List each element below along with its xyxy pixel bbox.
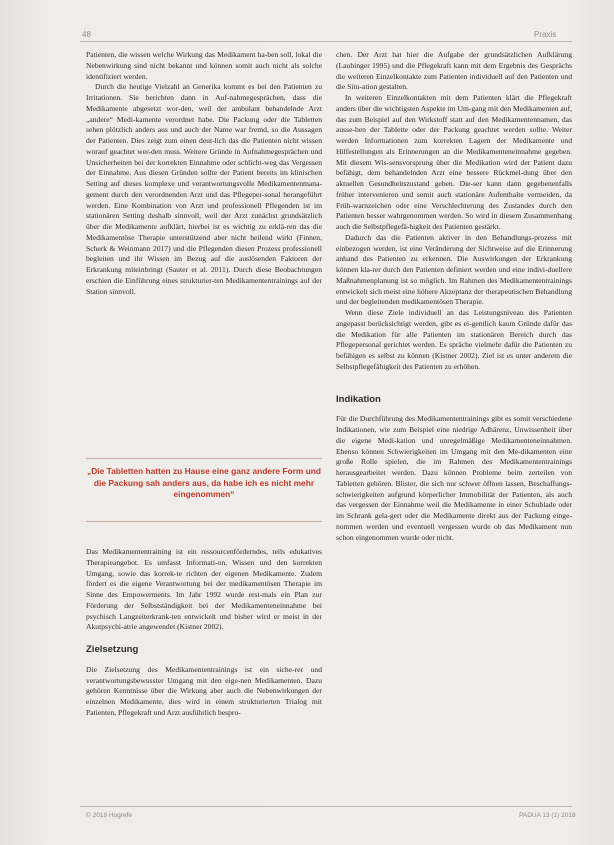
quote-rule-bottom (86, 521, 322, 522)
body-paragraph: Durch die heutige Vielzahl an Generika kommt es bei den Patienten zu Irritationen. Sie berichten dann in Auf-nahmegesprächen, dass die Medikamente abgesetzt wor-den, weil der ambulant behandelnde Arzt „andere“ Medi-kamente verordnet habe. Die Packung oder die Tabletten sehen plötzlich anders aus und auch der Name war fremd, so die Aussagen der Patienten. Dies zeigt zum einen deut-lich das die Patienten nicht wissen worauf geachtet wer-den muss. Weitere Gründe in Aufnahmegesprächen und Unsicherheiten bei der korrekten Einnahme oder schlicht-weg das Vergessen der Einnahme. Aus diesen Gründen sollte der Patient bereits im klinischen Setting auf dieses komplexe und verantwortungsvolle Medikamentenmana-gement durch den verordnenden Arzt und das Pflegeper-sonal herangeführt werden. Eine Kombination von Arzt und professionell Pflegenden ist im stationären Setting deshalb sinnvoll, weil der Arzt zunächst grundsätzlich über die Medikamente aufklärt, hierbei ist es wichtig zu erklä-ren das die Medikamentöse Therapie unterstützend aber nicht heilend wirkt (Finnen, Scherk & Weinmann 2017) und die Pflegenden diesen Prozess professionell begleiten und ihr Wissen im Bezug auf die auslösenden Faktoren der Erkrankung miteinbringt (Sauter et al. 2011). Durch diese Beobachtungen erschien die Einführung eines strukturier-ten Medikamententrainings auf der Station sinnvoll. (86, 82, 322, 296)
left-column-top (86, 50, 322, 297)
body-paragraph: chen. Der Arzt hat hier die Aufgabe der grundsätzlichen Aufklärung (Laubinger 1995) und die Pflegekraft kann mit dem Ergebnis des Gesprächs die weiteren Einzelkontakte zum Patienten individuell auf den Patienten und die Situ-ation gestalten. (336, 50, 572, 92)
body-paragraph: Dadurch das die Patienten aktiver in den Behandlungs-prozess mit einbezogen werden, ist eine Veränderung der Sichtweise auf die Erinnerung anhand des Patienten zu erkennen. Die Auswirkungen der Erkrankung können kla-rer durch den Patienten definiert werden und eine indivi-duellere Maßnahmenplanung ist so möglich. Im Rahmen des Medikamententrainings entwickelt sich meist eine höhere Akzeptanz der therapeutischen Behandlung und der begleitenden medikamentösen Therapie. (336, 232, 572, 307)
page-number: 48 (82, 30, 91, 39)
right-column (336, 50, 572, 543)
body-paragraph: Die Zielsetzung des Medikamententrainings ist ein siche-rer und verantwortungsbewusster Umgang mit den eige-nen Medikamenten. Dazu gehören Kenntnisse über die Wirkung aber auch die Nebenwirkungen der einzelnen Medikamente, dies wird in einem strukturierten Trialog mit Patienten, Pflegekraft und Arzt ausführlich bespro- (86, 664, 322, 717)
section-heading-zielsetzung: Zielsetzung (86, 644, 139, 655)
body-paragraph: Das Medikamententraining ist ein ressourcenförderndes, teils edukatives Therapieangebot. Es umfasst Informati-on, Wissen und den korrekten Umgang, sowie das korrek-te richten der eigenen Medikamente. Zudem fördert es die eigene Verantwortung bei der medikamentösen Therapie im Sinne des Empowerments. Im Jahr 1992 wurde erst-mals ein Plan zur Förderung der Selbstständigkeit bei der Medikamenteneinnahme bei psychisch Langzeiterkrank-ten entwickelt und bisher wird er meist in der Akutpsychi-atrie angewendet (Kistner 2002). (86, 547, 322, 632)
body-paragraph: In weiteren Einzelkontakten mit dem Patienten klärt die Pflegekraft anders über die wichtigsten Aspekte im Um-gang mit den Medikamenten auf, das zum Beispiel auf den Wirkstoff statt auf den Medikamentennamen, das ausse-hen der Tablette oder der Packung geachtet werden sollte. Weiter werden Informationen zum korrekten Lagern der Medikamente und Hilfestellungen als Erinnerungen an die Medikamenteneinnahme gegeben. Mit diesem Wis-sensvorsprung über die Medikation wird der Patient dazu befähigt, dem behandelnden Arzt eine bessere Rückmel-dung über den aktuellen Gesundheitszustand geben. Die-ser kann dann gegebenenfalls früher intervenieren und somit auch stationäre Aufenthalte vermeiden, da Früh-warnzeichen oder eine Verschlechterung des Zustandes durch den Patienten besser wahrgenommen werden. So wird in diesem Zusammenhang auch die Selbstpflegefä-higkeit des Patienten gestärkt. (336, 93, 572, 231)
quote-rule-top (86, 458, 322, 459)
footer-journal: PADUA 13 (1) 2018 (519, 812, 576, 819)
body-paragraph: Für die Durchführung des Medikamententrainings gibt es somit verschiedene Indikationen, wie zum Beispiel eine niedrige Adhärenz, Unwissenheit über die eigene Medi-kation und unregelmäßige Medikamenteneinnahmen. Ebenso können Schwierigkeiten im Umgang mit den Me-dikamenten eine große Rolle spielen, die im Rahmen des Medikamententrainings herausgearbeitet werden. Dazu können Probleme beim zerteilen von Tabletten gehören. Blister, die sich nur schwer öffnen lassen, Beschaffungs-schwierigkeiten aufgrund körperlicher Immobilität der Patienten, als auch das vergessen der Einnahme weil die Medikamente in einer Schublade oder im Schrank gela-gert oder die Medikamente direkt aus der Packung einge-nommen werden und eventuell vergessen wurde ob das Medikament nun schon eingenommen wurde oder nicht. (336, 414, 572, 542)
footer-rule (80, 806, 572, 807)
section-label: Praxis (534, 30, 557, 39)
body-paragraph: Patienten, die wissen welche Wirkung das Medikament ha-ben soll, lokal die Nebenwirkung sind nicht bekannt und können somit auch nicht als solche identifiziert werden. (86, 50, 322, 81)
section-heading-indikation: Indikation (336, 393, 381, 405)
pull-quote: „Die Tabletten hatten zu Hause eine ganz andere Form und die Packung sah anders aus, da habe ich es nicht mehr eingenommen“ (87, 466, 321, 500)
footer-copyright: © 2018 Hogrefe (86, 812, 132, 819)
header-rule (80, 41, 572, 42)
body-paragraph: Wenn diese Ziele individuell an das Leistungsniveau des Patienten angepasst berücksichtigt werden, gibt es ei-gentlich kaum Gründe dafür das die Medikation für alle Patienten im stationären Bereich durch das Pflegepersonal gerichtet werden. Es spräche vielmehr dafür die Patienten zu befähigen es selbst zu können (Kistner 2002). Ziel ist es unter anderem die Selbstpflegefähigkeit des Patienten zu erhöhen. (336, 308, 572, 371)
left-column-bottom (86, 547, 322, 719)
